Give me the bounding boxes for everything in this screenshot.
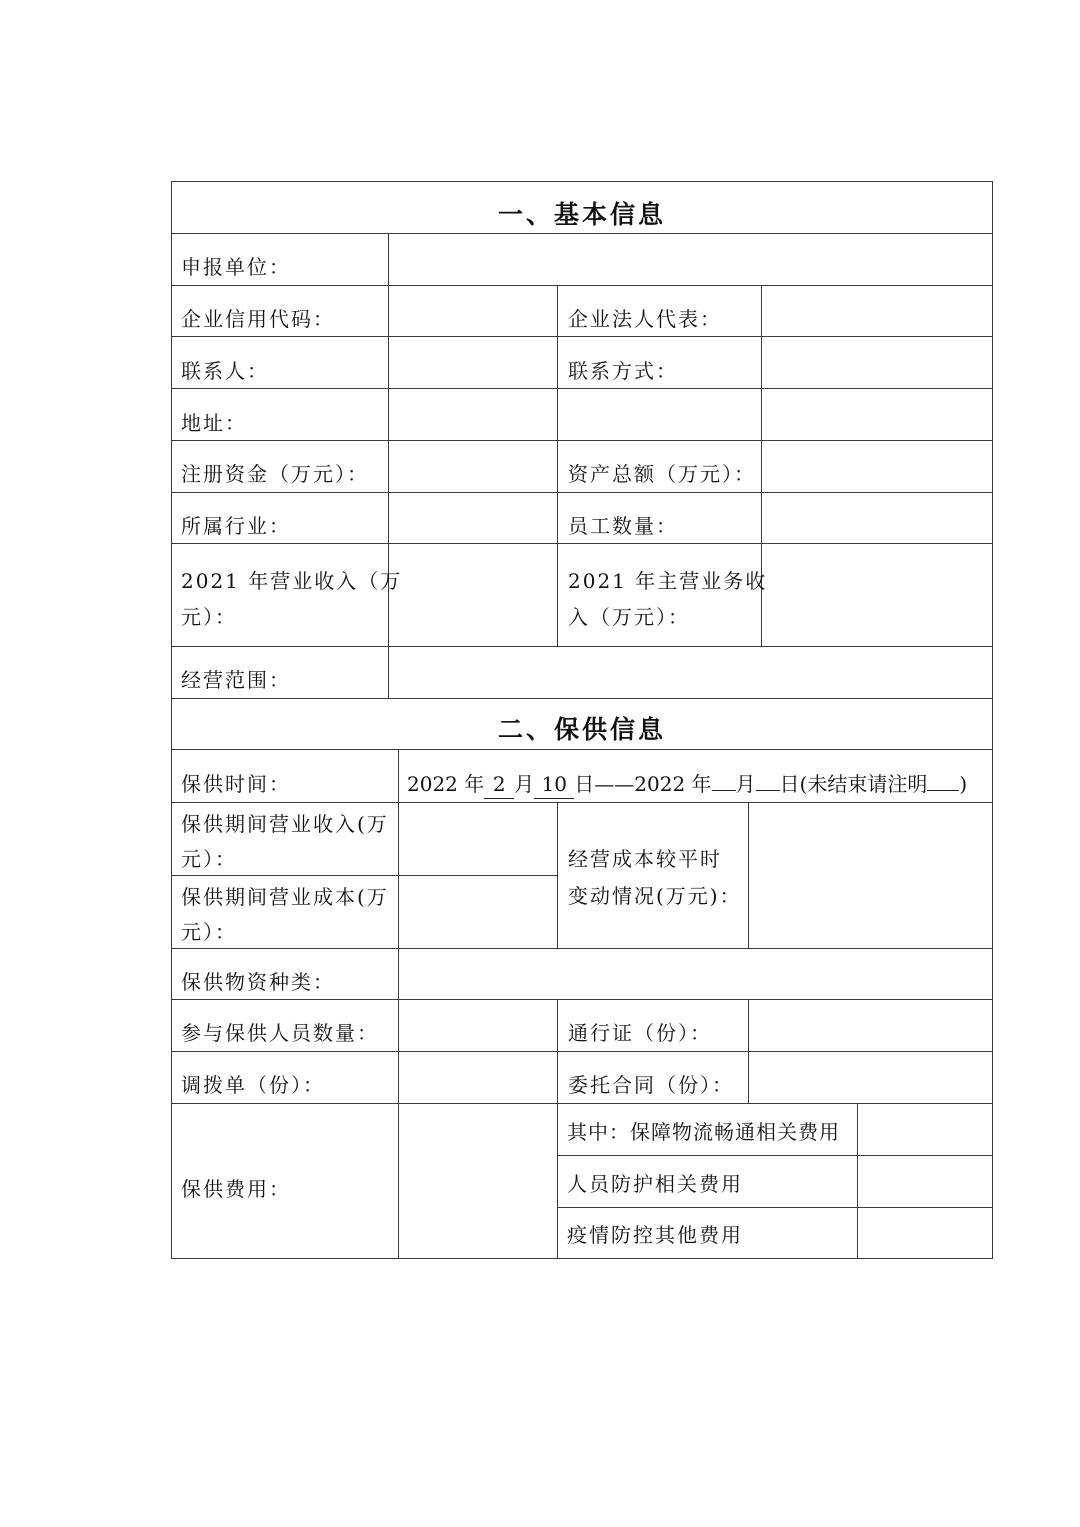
col-divider — [557, 440, 558, 646]
end-year: 2022 — [634, 772, 686, 796]
label-legal-rep: 企业法人代表： — [568, 307, 722, 331]
field-legal-rep[interactable] — [762, 286, 991, 335]
field-contracts[interactable] — [749, 1052, 991, 1102]
label-registered-capital: 注册资金（万元）： — [181, 462, 369, 486]
field-material-types[interactable] — [399, 949, 991, 998]
label-cost-change-line1: 经营成本较平时 — [568, 847, 722, 871]
label-staff-count: 参与保供人员数量： — [181, 1021, 379, 1045]
label-supply-time: 保供时间： — [181, 772, 291, 796]
field-business-scope[interactable] — [389, 647, 991, 697]
table-bottom-border — [171, 1258, 993, 1259]
label-period-revenue-line2: 元）： — [181, 847, 237, 871]
col-divider — [557, 999, 558, 1103]
start-day-field[interactable]: 10 — [534, 770, 574, 799]
label-contact-method: 联系方式： — [568, 359, 678, 383]
label-epidemic-other-cost: 疫情防控其他费用 — [567, 1223, 743, 1247]
label-contact: 联系人： — [181, 359, 269, 383]
label-main-revenue-2021-line1: 2021 年主营业务收 — [568, 569, 768, 593]
label-address: 地址： — [181, 411, 247, 435]
field-cost-change[interactable] — [749, 803, 991, 947]
field-employees[interactable] — [762, 493, 991, 542]
label-allocation-orders: 调拨单（份）： — [181, 1073, 325, 1097]
field-total-assets[interactable] — [762, 441, 991, 491]
field-contact[interactable] — [389, 337, 556, 387]
label-employees: 员工数量： — [568, 514, 678, 538]
section-title-basic-info: 一、基本信息 — [497, 200, 666, 229]
label-revenue-2021-line1: 2021 年营业收入（万 — [181, 569, 403, 593]
field-supply-costs-total[interactable] — [399, 1104, 556, 1258]
col-divider — [557, 802, 558, 948]
note-open: (未结束请注明 — [799, 772, 928, 796]
field-staff-count[interactable] — [399, 1000, 556, 1050]
field-credit-code[interactable] — [389, 286, 556, 335]
field-registered-capital[interactable] — [389, 441, 556, 491]
field-revenue-2021[interactable] — [389, 544, 556, 645]
label-industry: 所属行业： — [181, 514, 291, 538]
day-char: 日 — [574, 772, 595, 796]
month-char: 月 — [514, 772, 535, 796]
end-day-field[interactable] — [756, 790, 780, 791]
field-period-cost[interactable] — [399, 876, 556, 947]
field-contact-method[interactable] — [762, 337, 991, 387]
label-cost-change-line2: 变动情况(万元)： — [568, 884, 742, 908]
label-material-types: 保供物资种类： — [181, 970, 335, 994]
month-char: 月 — [735, 772, 756, 796]
label-period-cost-line1: 保供期间营业成本(万 — [181, 885, 389, 909]
field-industry[interactable] — [389, 493, 556, 542]
label-logistics-cost: 其中：保障物流畅通相关费用 — [567, 1120, 840, 1144]
label-business-scope: 经营范围： — [181, 668, 291, 692]
field-allocation-orders[interactable] — [399, 1052, 556, 1102]
label-contracts: 委托合同（份）： — [568, 1073, 734, 1097]
label-period-revenue-line1: 保供期间营业收入(万 — [181, 812, 389, 836]
label-applicant: 申报单位： — [181, 255, 291, 279]
label-supply-costs: 保供费用： — [181, 1177, 291, 1201]
end-month-field[interactable] — [712, 790, 736, 791]
field-period-revenue[interactable] — [399, 803, 556, 874]
field-staff-protection-cost[interactable] — [858, 1156, 991, 1206]
label-credit-code: 企业信用代码： — [181, 307, 335, 331]
section-title-supply-info: 二、保供信息 — [497, 715, 666, 744]
field-main-revenue-2021[interactable] — [762, 544, 991, 645]
label-passes: 通行证（份）： — [568, 1021, 712, 1045]
field-passes[interactable] — [749, 1000, 991, 1050]
field-applicant[interactable] — [389, 234, 991, 284]
col-divider — [557, 1103, 558, 1259]
supply-date-range — [407, 766, 967, 802]
field-logistics-cost[interactable] — [858, 1104, 991, 1154]
year-char: 年 — [691, 772, 712, 796]
note-field[interactable] — [927, 790, 959, 791]
label-main-revenue-2021-line2: 入（万元）： — [568, 605, 690, 629]
field-address[interactable] — [389, 389, 991, 439]
day-char: 日 — [779, 772, 800, 796]
table-top-border — [171, 181, 993, 182]
start-month-field[interactable]: 2 — [484, 770, 514, 799]
year-char: 年 — [464, 772, 485, 796]
label-total-assets: 资产总额（万元）： — [568, 462, 756, 486]
label-staff-protection-cost: 人员防护相关费用 — [567, 1172, 743, 1196]
note-close: ) — [959, 772, 968, 796]
field-epidemic-other-cost[interactable] — [858, 1208, 991, 1258]
row-divider — [171, 698, 993, 699]
label-revenue-2021-line2: 元）： — [181, 605, 237, 629]
label-period-cost-line2: 元）： — [181, 920, 237, 944]
start-year: 2022 — [407, 772, 458, 796]
date-dash: —— — [594, 772, 635, 796]
